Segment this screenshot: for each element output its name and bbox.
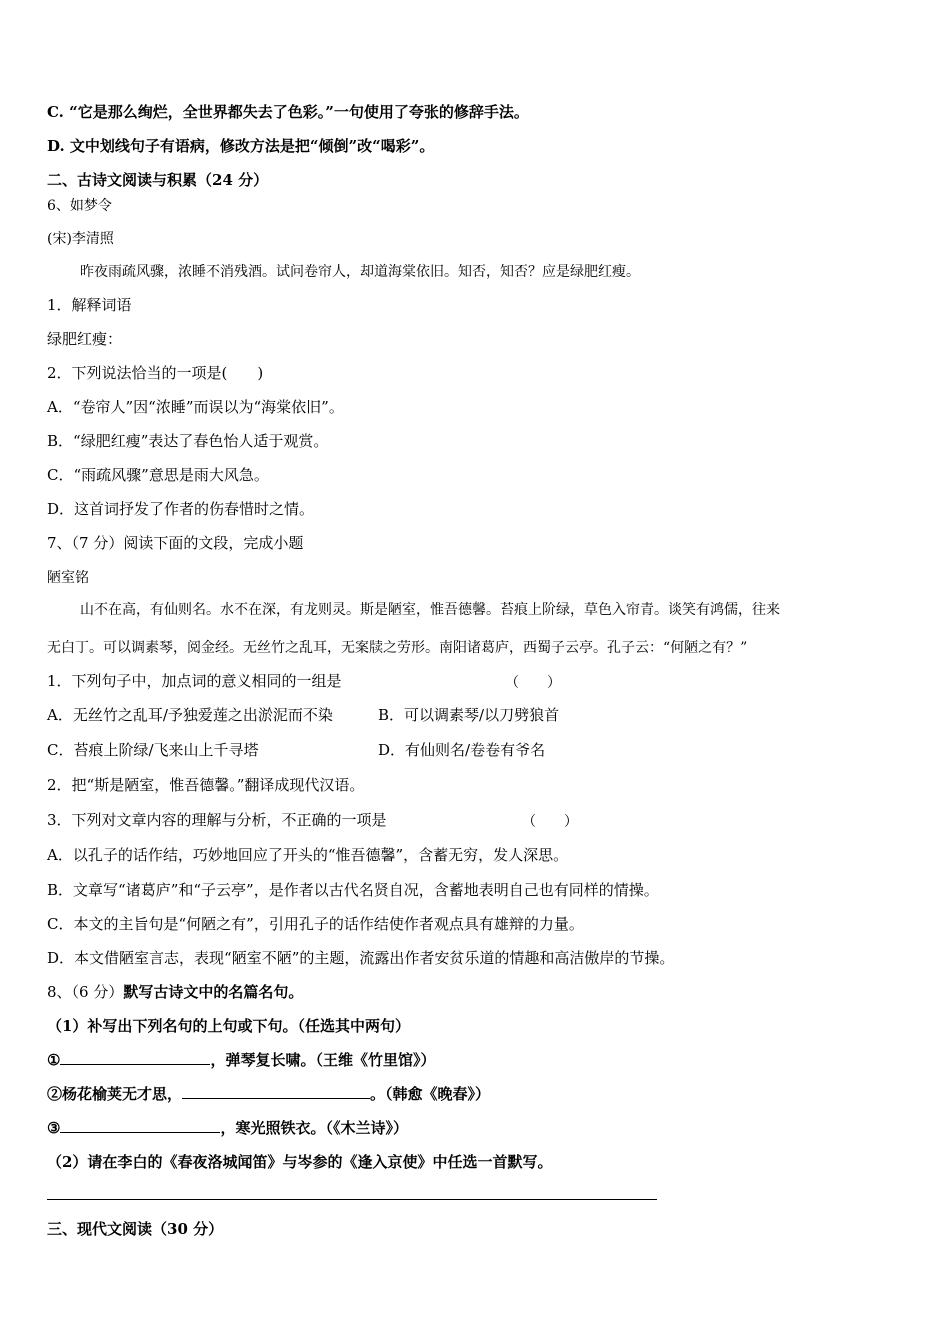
option-c: C. “它是那么绚烂，全世界都失去了色彩。”一句使用了夸张的修辞手法。 [47, 103, 529, 121]
option-d: D. 文中划线句子有语病，修改方法是把“倾倒”改“喝彩”。 [47, 137, 435, 155]
q6-2-option-a: A．“卷帘人”因“浓睡”而误以为“海棠依旧”。 [47, 398, 344, 416]
q7-passage-line-2: 无白丁。可以调素琴，阅金经。无丝竹之乱耳，无案牍之劳形。南阳诸葛庐，西蜀子云亭。孔子云：“何陋之有？” [47, 640, 748, 656]
q8-item-3-number: ③ [47, 1119, 61, 1137]
poem-text: 昨夜雨疏风骤，浓睡不消残酒。试问卷帘人，却道海棠依旧。知否，知否？应是绿肥红瘦。 [80, 264, 640, 280]
section-3-heading: 三、现代文阅读（30 分） [47, 1220, 224, 1238]
q7-1: 1．下列句子中，加点词的意义相同的一组是 [47, 672, 342, 690]
q7-3: 3．下列对文章内容的理解与分析，不正确的一项是 [47, 811, 387, 829]
q7-1-option-a: A．无丝竹之乱耳/予独爱莲之出淤泥而不染 [47, 706, 333, 724]
q7-3-option-b: B．文章写“诸葛庐”和“子云亭”，是作者以古代名贤自况，含蓄地表明自己也有同样的情操。 [47, 881, 659, 899]
q6-1-term: 绿肥红瘦： [47, 330, 123, 348]
q8-item-1-number: ① [47, 1051, 61, 1069]
q7-1-option-d: D．有仙则名/卷卷有爷名 [378, 741, 546, 759]
q8-1: （1）补写出下列名句的上句或下句。（任选其中两句） [47, 1017, 410, 1035]
q7-3-option-a: A．以孔子的话作结，巧妙地回应了开头的“惟吾德馨”，含蓄无穷，发人深思。 [47, 846, 569, 864]
q7-3-answer-paren: （ ） [522, 814, 578, 830]
q8-item-2 [47, 1083, 490, 1104]
q6-2-option-c: C．“雨疏风骤”意思是雨大风急。 [47, 466, 269, 484]
q8-item-2-text-before: ②杨花榆荚无才思， [47, 1085, 183, 1103]
q7-passage-line-1: 山不在高，有仙则名。水不在深，有龙则灵。斯是陋室，惟吾德馨。苔痕上阶绿，草色入帘青。谈笑有鸿儒，往来 [80, 602, 780, 618]
q7-1-option-c: C．苔痕上阶绿/飞来山上千寻塔 [47, 741, 259, 759]
q8-instruction: 默写古诗文中的名篇名句。 [123, 983, 304, 1001]
q6-2-option-d: D．这首词抒发了作者的伤春惜时之情。 [47, 500, 315, 518]
q8-heading [47, 982, 303, 1002]
q8-item-1-text: ，弹琴复长啸。（王维《竹里馆》） [210, 1051, 436, 1069]
q8-item-1 [47, 1049, 435, 1070]
section-2-heading: 二、古诗文阅读与积累（24 分） [47, 171, 269, 189]
poem-author: (宋)李清照 [47, 231, 114, 247]
q6-2: 2．下列说法恰当的一项是( ) [47, 364, 264, 382]
q8-number: 8、（6 分） [47, 983, 124, 1001]
q8-item-3-text: ，寒光照铁衣。（《木兰诗》） [220, 1119, 408, 1137]
q8-item-2-text-after: 。（韩愈《晚春》） [370, 1085, 491, 1103]
q7-1-answer-paren: （ ） [505, 675, 561, 691]
q7-1-option-b: B．可以调素琴/以刀劈狼首 [378, 706, 560, 724]
q7-2: 2．把“斯是陋室，惟吾德馨。”翻译成现代汉语。 [47, 776, 365, 794]
q8-item-3 [47, 1117, 408, 1138]
q8-item-1-answer-blank[interactable] [60, 1049, 210, 1065]
q7-3-option-c: C．本文的主旨句是“何陋之有”，引用孔子的话作结使作者观点具有雄辩的力量。 [47, 915, 584, 933]
q7-3-option-d: D．本文借陋室言志，表现“陋室不陋”的主题，流露出作者安贫乐道的情趣和高洁傲岸的节操。 [47, 949, 675, 967]
q8-2: （2）请在李白的《春夜洛城闻笛》与岑参的《逢入京使》中任选一首默写。 [47, 1153, 553, 1171]
answer-line[interactable] [47, 1199, 657, 1200]
q8-item-2-answer-blank[interactable] [182, 1083, 370, 1099]
q7-heading: 7、（7 分）阅读下面的文段，完成小题 [47, 534, 304, 552]
q6-1: 1．解释词语 [47, 296, 132, 314]
q8-item-3-answer-blank[interactable] [60, 1117, 220, 1133]
q7-text-title: 陋室铭 [47, 570, 89, 586]
q6-title: 6、如梦令 [47, 198, 112, 214]
q6-2-option-b: B．“绿肥红瘦”表达了春色怡人适于观赏。 [47, 432, 329, 450]
